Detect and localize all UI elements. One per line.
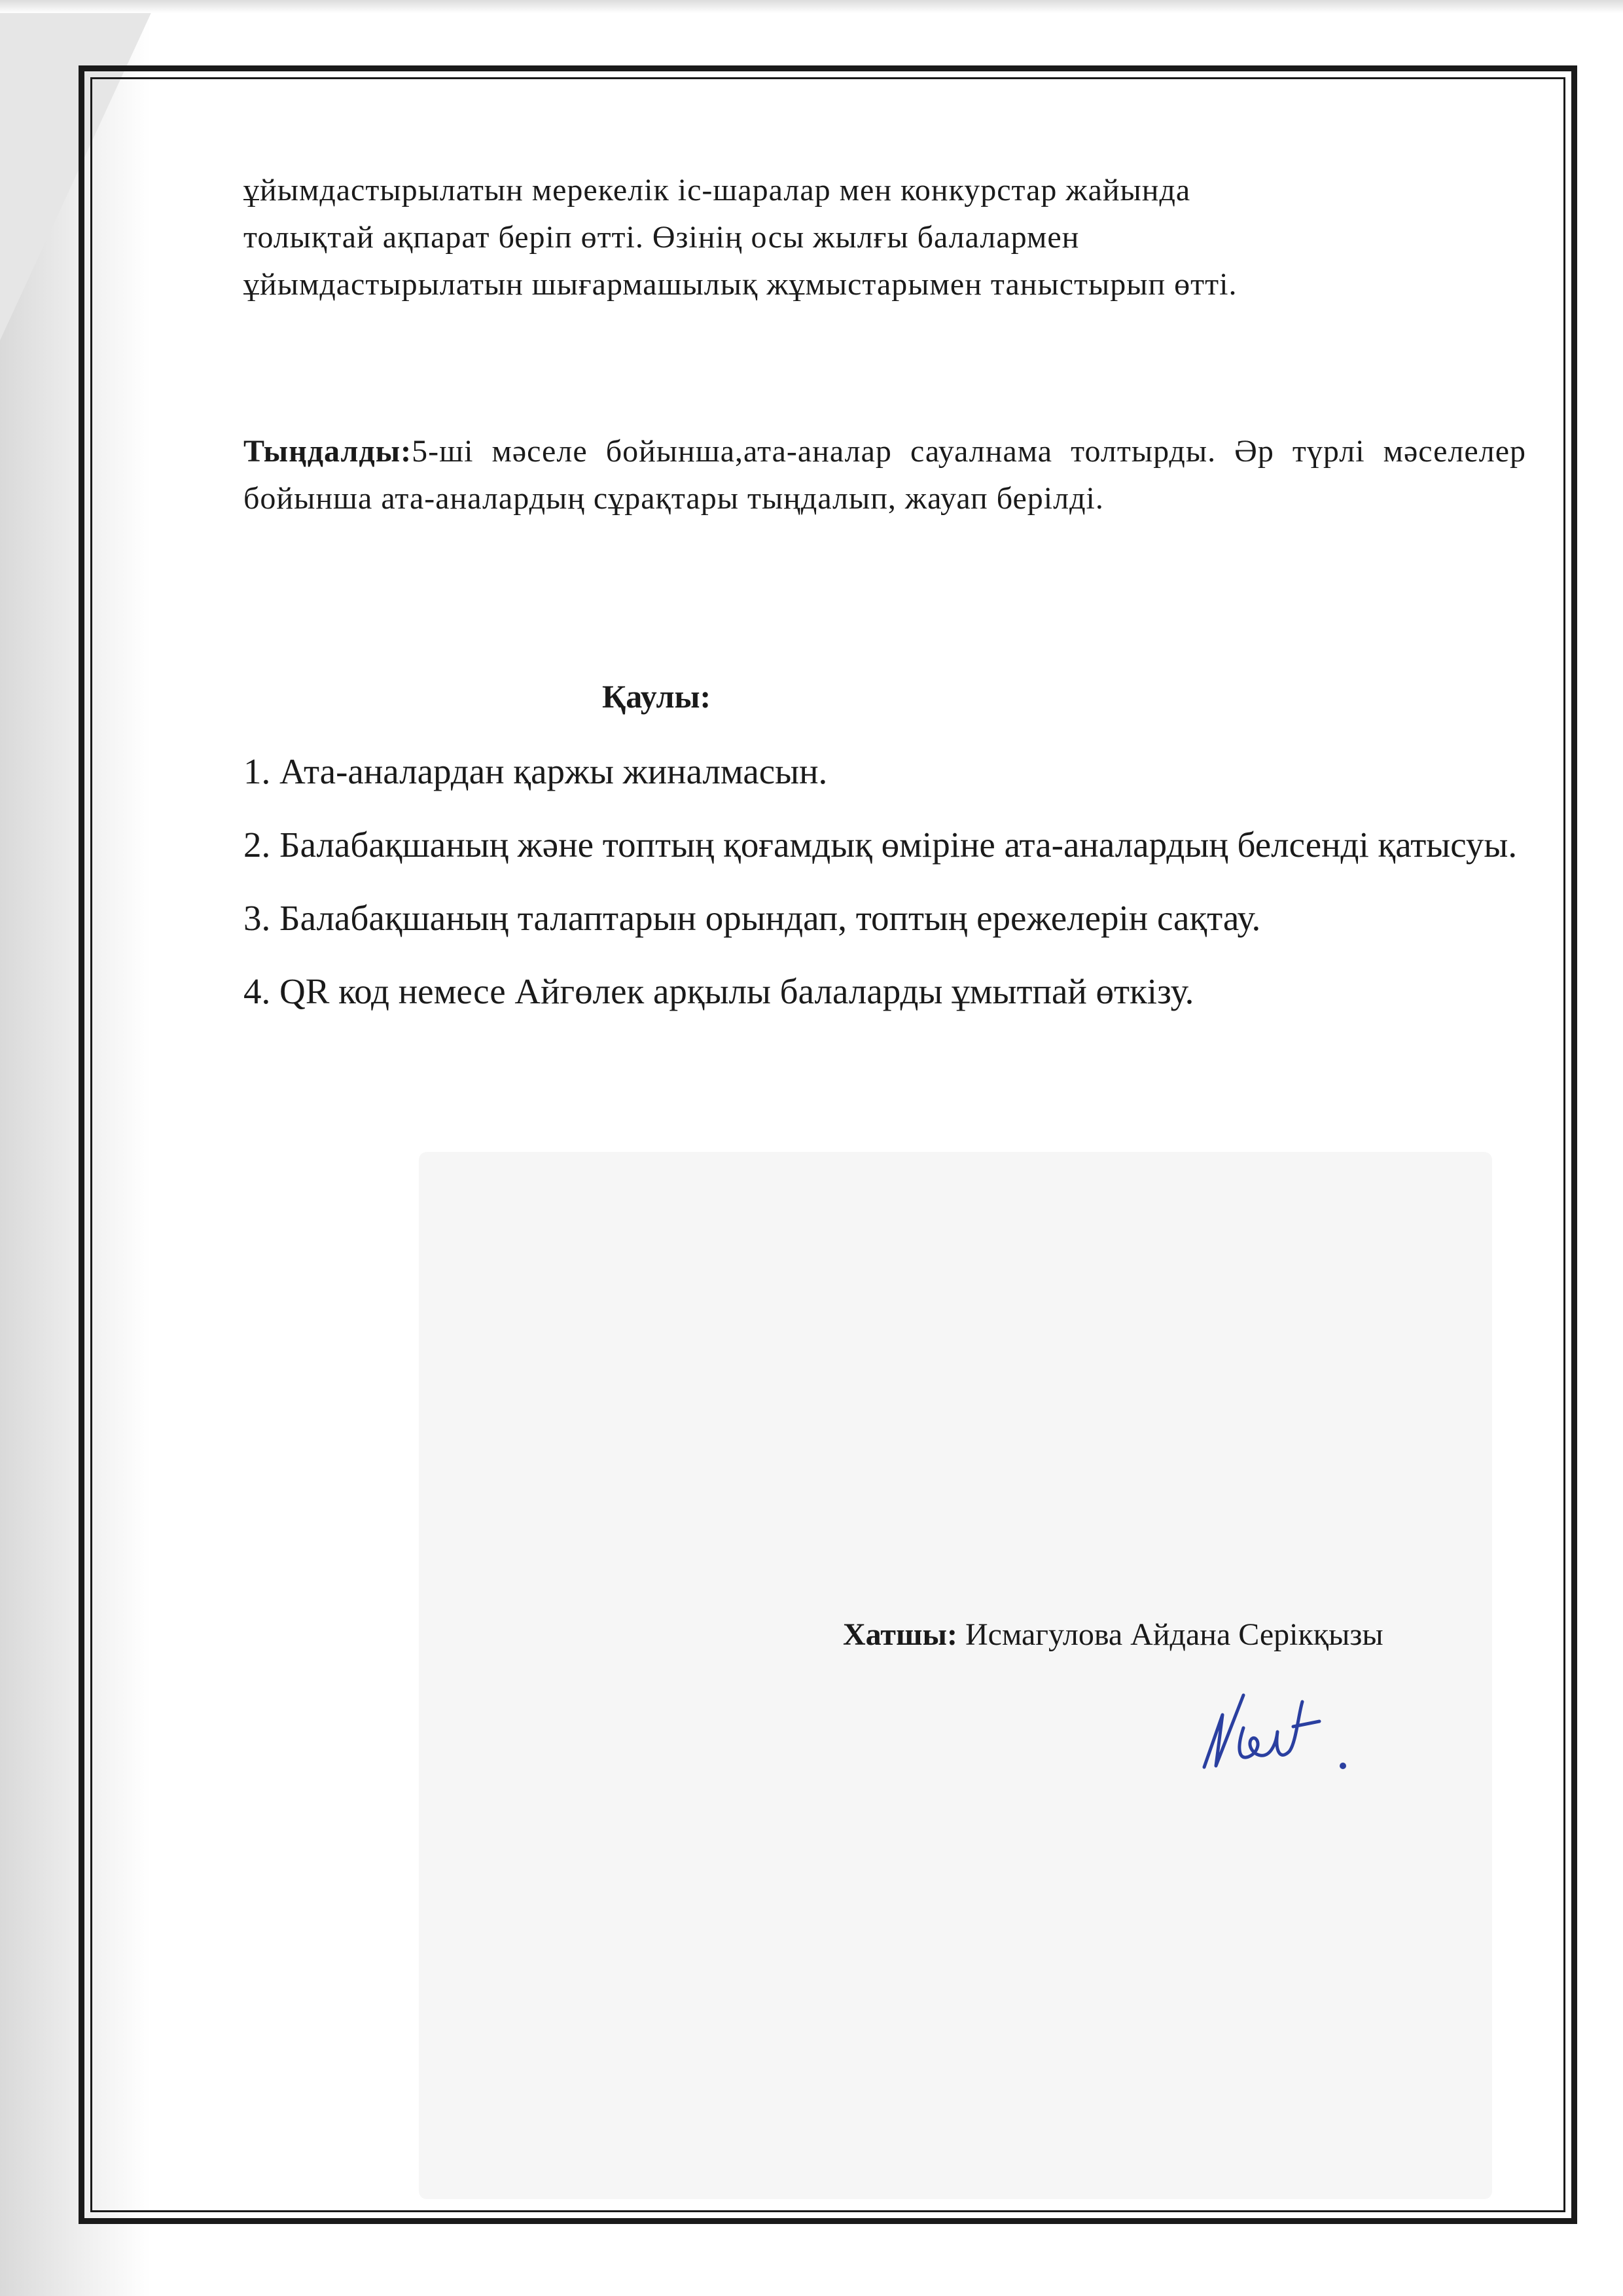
decision-list	[243, 746, 1526, 1039]
secretary-label: Хатшы:	[843, 1617, 957, 1652]
intro-line: толықтай ақпарат беріп өтті. Өзінің осы жылғы балалармен	[243, 220, 1080, 255]
decision-item: 3. Балабақшаның талаптарын орындап, топтың ережелерін сақтау.	[243, 898, 1261, 938]
secretary-name: Исмагулова Айдана Серікқызы	[965, 1617, 1383, 1652]
signature-stroke	[1240, 1702, 1319, 1757]
intro-paragraph	[243, 167, 1526, 308]
intro-line: ұйымдастырылатын мерекелік іс-шаралар мен конкурстар жайында	[243, 173, 1191, 207]
intro-line: ұйымдастырылатын шығармашылық жұмыстарымен таныстырып өтті.	[243, 267, 1238, 302]
scan-top-edge	[0, 0, 1623, 13]
heard-label: Тыңдалды:	[243, 434, 412, 469]
secretary-line	[843, 1617, 1383, 1653]
signature-stroke	[1204, 1695, 1243, 1767]
signature	[1198, 1689, 1374, 1780]
decision-title: Қаулы:	[602, 678, 711, 715]
decision-item: 1. Ата-аналардан қаржы жиналмасын.	[243, 751, 828, 791]
heard-paragraph	[243, 428, 1526, 522]
decision-item: 2. Балабақшаның және топтың қоғамдық өміріне ата-аналардың белсенді қатысуы.	[243, 825, 1518, 865]
decision-item: 4. QR код немесе Айгөлек арқылы балаларды ұмытпай өткізу.	[243, 971, 1194, 1011]
page-frame-inner	[90, 77, 1565, 2212]
heard-text: 5-ші мәселе бойынша,ата-аналар сауалнама толтырды. Әр түрлі мәселелер бойынша ата-аналардың сұрақтары тыңдалып, жауап берілді.	[243, 434, 1526, 516]
signature-dot	[1340, 1763, 1346, 1769]
